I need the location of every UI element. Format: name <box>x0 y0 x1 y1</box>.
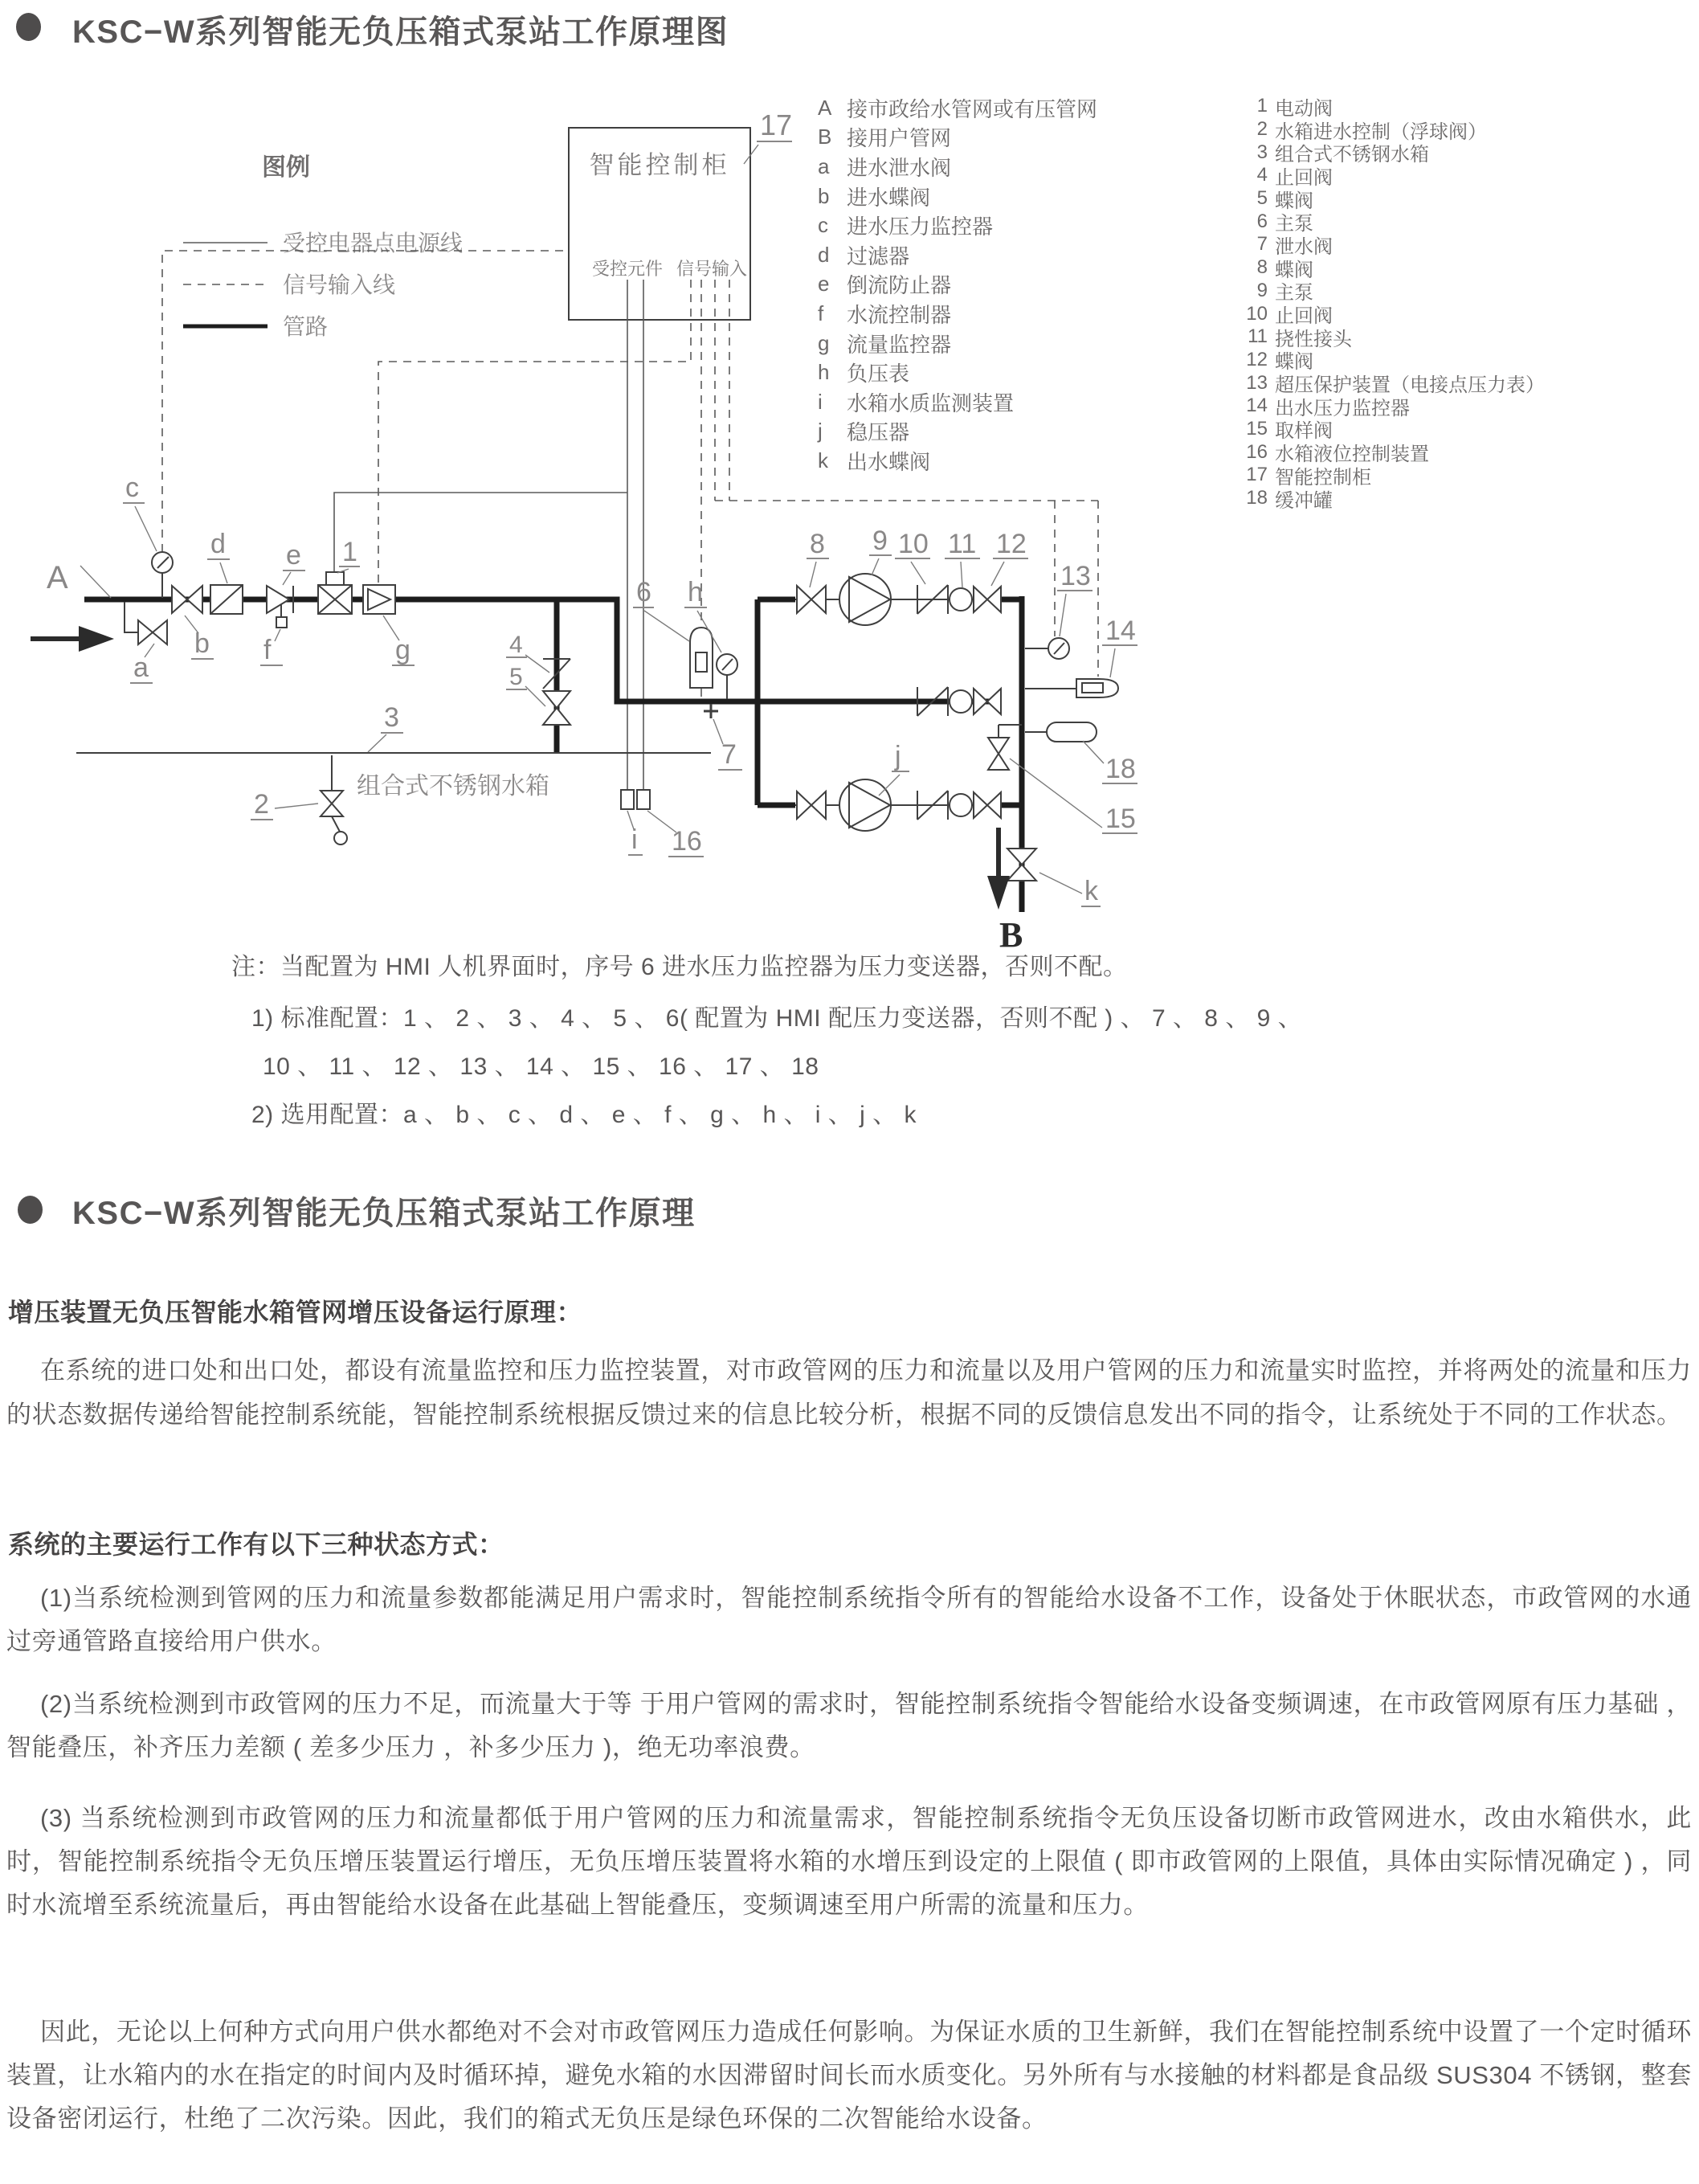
svg-text:e: e <box>286 540 301 571</box>
label-12 <box>991 529 1028 586</box>
legend <box>183 154 463 339</box>
svg-text:12: 12 <box>996 529 1027 559</box>
tank-label: 组合式不锈钢水箱 <box>357 773 549 800</box>
svg-text:13: 13 <box>1060 561 1091 591</box>
svg-text:a: a <box>133 652 149 683</box>
state-para-3: (3) 当系统检测到市政管网的压力和流量都低于用户管网的压力和流量需求，智能控制系统指令无负压设备切断市政管网进水，改由水箱供水，此时，智能控制系统指令无负压增压装置运行增压，无负压增压装置将水箱的水增压到设定的上限值 ( 即市政管网的上限值，具体由实际情况确定 ) ，同时水流增至系统流量后，再由智能给水设备在此基础上智能叠压，变频调速至用户所需的流量和压力。 <box>6 1804 1692 1919</box>
list-item: e 倒流防止器 <box>818 272 952 298</box>
list-item: 9 主泵 <box>1256 279 1313 305</box>
gauge-c-symbol <box>152 552 173 573</box>
label-10 <box>895 529 930 584</box>
label-g <box>383 616 415 665</box>
svg-text:c: c <box>125 472 139 503</box>
control-cabinet-title: 智能控制柜 <box>589 151 730 179</box>
list-item: 18 缓冲罐 <box>1246 487 1333 512</box>
svg-text:f: f <box>263 635 272 665</box>
legend-label-power: 受控电器点电源线 <box>283 231 464 256</box>
list-item: 4 止回阀 <box>1256 164 1333 189</box>
list-item: h 负压表 <box>818 360 910 386</box>
label-13 <box>1057 561 1093 636</box>
svg-text:18: 18 <box>1105 754 1136 784</box>
label-6 <box>633 577 689 641</box>
svg-text:8: 8 <box>810 529 825 559</box>
note-optional-config: 2) 选用配置：a 、 b 、 c 、 d 、 e 、 f 、 g 、 h 、 i 、 j 、 k <box>251 1102 917 1128</box>
list-item: i 水箱水质监测装置 <box>818 389 1015 415</box>
label-14 <box>1102 616 1137 677</box>
note-main: 注：当配置为 HMI 人机界面时，序号 6 进水压力监控器为压力变送器，否则不配。 <box>231 954 1128 980</box>
svg-text:k: k <box>1084 876 1098 906</box>
svg-text:1: 1 <box>342 537 357 567</box>
gauge-13-symbol <box>1048 638 1069 659</box>
principle-para-1: 在系统的进口处和出口处，都设有流量监控和压力监控装置，对市政管网的压力和流量以及用户管网的压力和流量实时监控，并将两处的流量和压力的状态数据传递给智能控制系统能，智能控制系统根据反馈过来的信息比较分析，根据不同的反馈信息发出不同的指令，让系统处于不同的工作状态。 <box>6 1356 1692 1429</box>
valve-b-symbol <box>172 586 202 613</box>
svg-text:b: b <box>194 628 210 659</box>
pipes-main <box>84 596 1022 912</box>
list-item: 7 泄水阀 <box>1256 233 1333 258</box>
svg-text:5: 5 <box>509 664 523 690</box>
list-item: 3 组合式不锈钢水箱 <box>1256 141 1429 166</box>
list-item: 15 取样阀 <box>1246 417 1333 443</box>
label-d <box>207 529 230 583</box>
flow-monitor-g-symbol <box>363 585 395 614</box>
cabinet-port-controlled: 受控元件 <box>592 259 664 279</box>
power-wires <box>334 280 643 790</box>
valve-a-symbol <box>138 620 167 644</box>
mark-17: 17 <box>760 108 793 141</box>
svg-text:14: 14 <box>1105 616 1136 646</box>
svg-text:g: g <box>395 635 410 665</box>
list-item: a 进水泄水阀 <box>818 153 952 180</box>
page-title: KSC−W系列智能无负压箱式泵站工作原理图 <box>72 14 729 50</box>
water-quality-i-symbol <box>621 790 634 809</box>
list-item: 1 电动阀 <box>1256 95 1333 120</box>
svg-text:3: 3 <box>384 702 399 733</box>
flow-controller-f-symbol <box>276 617 287 628</box>
label-8 <box>807 529 829 587</box>
label-A <box>47 560 111 598</box>
list-item: 11 挠性接头 <box>1248 325 1352 350</box>
list-item: 12 蝶阀 <box>1246 348 1313 374</box>
legend-label-signal: 信号输入线 <box>283 272 396 297</box>
list-item: g 流量监控器 <box>818 330 952 357</box>
label-k <box>1039 873 1101 906</box>
inlet-flow-arrow <box>31 626 114 652</box>
svg-text:i: i <box>631 824 638 855</box>
list-item: d 过滤器 <box>818 242 910 268</box>
drain-7-symbol <box>704 704 718 718</box>
label-2 <box>251 789 318 820</box>
label-18 <box>1083 741 1137 784</box>
svg-text:16: 16 <box>672 826 702 857</box>
state-para-2: (2)当系统检测到市政管网的压力不足，而流量大于等 于用户管网的需求时，智能控制系统指令智能给水设备变频调速，在市政管网原有压力基础 ，智能叠压，补齐压力差额 ( 差多少压力 ，补多少压力 )，绝无功率浪费。 <box>6 1690 1692 1761</box>
list-item: 6 主泵 <box>1256 210 1313 235</box>
component-symbols <box>138 552 1118 881</box>
svg-text:h: h <box>688 577 703 607</box>
label-c <box>123 472 157 551</box>
legend-title: 图例 <box>262 154 310 181</box>
svg-text:d: d <box>210 529 226 559</box>
principle-title: KSC−W系列智能无负压箱式泵站工作原理 <box>72 1196 696 1231</box>
legend-label-pipe: 管路 <box>283 314 329 339</box>
list-item: 17 智能控制柜 <box>1246 464 1371 489</box>
label-9 <box>869 526 892 575</box>
butterfly-5-symbol <box>543 691 570 725</box>
list-item: j 稳压器 <box>818 419 910 445</box>
svg-text:15: 15 <box>1105 804 1136 834</box>
list-item: c 进水压力监控器 <box>818 213 994 239</box>
list-item: A 接市政给水管网或有压管网 <box>818 95 1098 121</box>
list-item: f 水流控制器 <box>818 301 952 327</box>
svg-text:B: B <box>999 915 1023 955</box>
svg-text:2: 2 <box>254 789 269 820</box>
list-item: B 接用户管网 <box>818 125 952 151</box>
section-bullet <box>18 1196 43 1224</box>
label-i <box>627 811 643 855</box>
pressure-monitor-6-symbol <box>690 628 713 688</box>
float-valve-2-symbol <box>321 791 347 845</box>
list-item: 16 水箱液位控制装置 <box>1246 440 1429 466</box>
label-e <box>283 540 305 585</box>
electric-valve-1-symbol <box>318 572 352 614</box>
label-a <box>130 644 154 683</box>
letter-legend-list <box>818 93 1097 476</box>
list-item: 14 出水压力监控器 <box>1246 395 1410 419</box>
svg-text:11: 11 <box>948 529 977 559</box>
principle-subhead-1: 增压装置无负压智能水箱管网增压设备运行原理： <box>8 1298 583 1327</box>
svg-text:10: 10 <box>898 529 929 559</box>
list-item: 2 水箱进水控制（浮球阀） <box>1256 118 1487 143</box>
svg-text:6: 6 <box>636 577 651 607</box>
gauge-h-symbol <box>717 654 737 675</box>
list-item: 5 蝶阀 <box>1256 187 1313 212</box>
number-legend-list <box>1232 95 1545 512</box>
filter-d-symbol <box>210 585 243 614</box>
list-item: 10 止回阀 <box>1246 302 1333 328</box>
svg-text:7: 7 <box>721 739 737 770</box>
cabinet-port-signal: 信号输入 <box>676 259 748 279</box>
principle-para-final: 因此，无论以上何种方式向用户供水都绝对不会对市政管网压力造成任何影响。为保证水质的卫生新鲜，我们在智能控制系统中设置了一个定时循环装置，让水箱内的水在指定的时间内及时循环掉，避免水箱的水因滞留时间长而水质变化。另外所有与水接触的材料都是食品级 SUS304 不锈钢，整套设备密闭运行，杜绝了二次污染。因此，我们的箱式无负压是绿色环保的二次智能给水设备。 <box>6 2018 1692 2133</box>
buffer-tank-18-symbol <box>1047 722 1097 742</box>
svg-text:A: A <box>47 560 68 595</box>
list-item: 8 蝶阀 <box>1256 256 1313 281</box>
list-item: k 出水蝶阀 <box>818 448 931 474</box>
note-standard-config-cont: 10 、 11 、 12 、 13 、 14 、 15 、 16 、 17 、 18 <box>263 1053 819 1080</box>
label-b <box>185 616 214 659</box>
pressure-monitor-14-symbol <box>1076 679 1118 697</box>
state-para-1: (1)当系统检测到管网的压力和流量参数都能满足用户需求时，智能控制系统指令所有的智能给水设备不工作，设备处于休眠状态，市政管网的水通过旁通管路直接给用户供水。 <box>6 1584 1692 1655</box>
note-standard-config: 1) 标准配置：1 、 2 、 3 、 4 、 5 、 6( 配置为 HMI 配压力变送器，否则不配 ) 、 7 、 8 、 9 、 <box>251 1005 1303 1032</box>
control-cabinet <box>569 108 792 320</box>
backflow-e-symbol <box>267 586 293 613</box>
label-11 <box>945 529 980 587</box>
label-3 <box>368 702 403 752</box>
outlet-flow-arrow <box>987 828 1010 910</box>
list-item: b 进水蝶阀 <box>818 183 931 210</box>
label-7 <box>713 719 742 770</box>
sampling-valve-15-symbol <box>988 738 1009 770</box>
label-f <box>260 629 283 665</box>
label-16 <box>647 811 704 857</box>
list-item: 13 超压保护装置（电接点压力表） <box>1246 371 1545 397</box>
svg-text:9: 9 <box>872 526 888 556</box>
valve-k-symbol <box>1007 849 1036 881</box>
svg-text:4: 4 <box>509 632 523 658</box>
level-control-16-symbol <box>637 790 650 809</box>
label-5 <box>506 664 545 706</box>
principle-subhead-2: 系统的主要运行工作有以下三种状态方式： <box>8 1530 504 1559</box>
label-1 <box>337 537 360 573</box>
svg-text:j: j <box>895 741 901 771</box>
